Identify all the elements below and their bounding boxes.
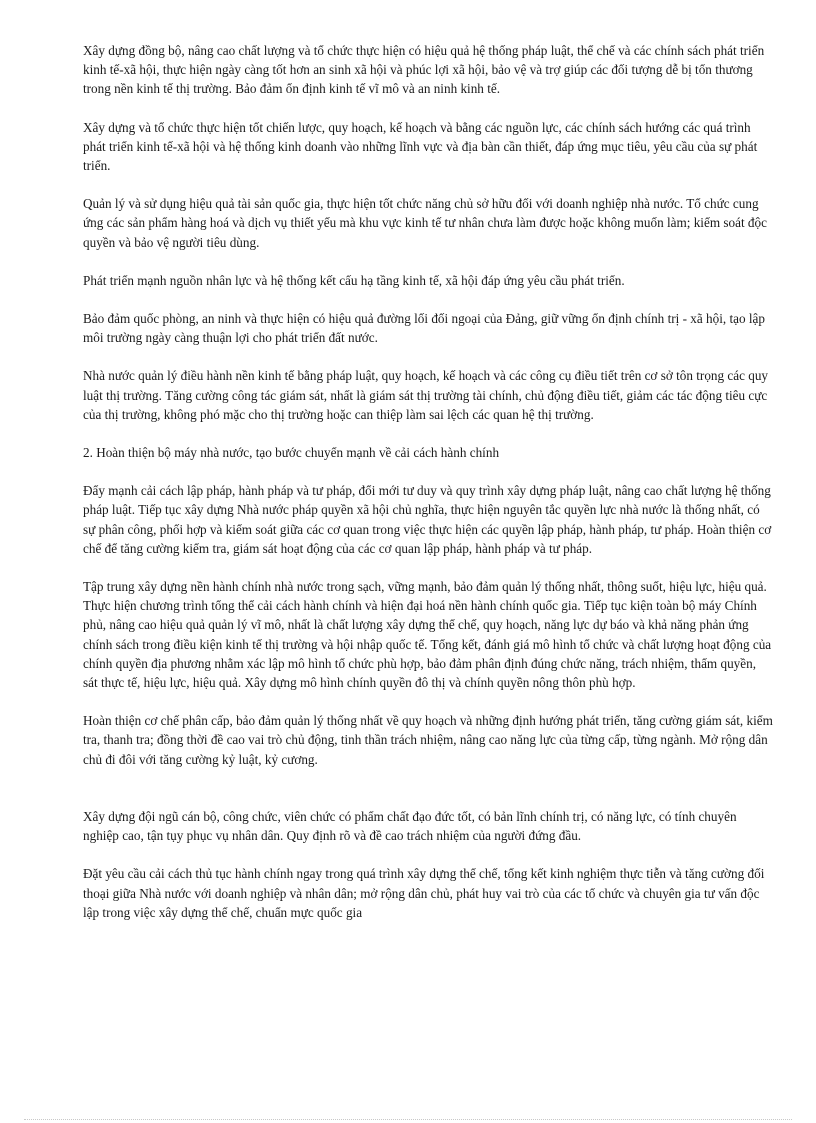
paragraph-1: Xây dựng đồng bộ, nâng cao chất lượng và tổ chức thực hiện có hiệu quả hệ thống pháp luật, thể chế và các chính sách phát triển kinh tế-xã hội, thực hiện ngày càng tốt hơn an sinh xã hội và phúc lợi xã hội, bảo vệ và trợ giúp các đối tượng dễ bị tổn thương trong nền kinh tế thị trường. Bảo đảm ổn định kinh tế vĩ mô và an ninh kinh tế.	[83, 43, 765, 97]
paragraph-3: Quản lý và sử dụng hiệu quả tài sản quốc gia, thực hiện tốt chức năng chủ sở hữu đối với doanh nghiệp nhà nước. Tổ chức cung ứng các sản phẩm hàng hoá và dịch vụ thiết yếu mà khu vực kinh tế tư nhân chưa làm được hoặc không muốn làm; kiểm soát độc quyền và bảo vệ người tiêu dùng.	[83, 196, 767, 250]
paragraph-6: Nhà nước quản lý điều hành nền kinh tế bằng pháp luật, quy hoạch, kế hoạch và các công cụ điều tiết trên cơ sở tôn trọng các quy luật thị trường. Tăng cường công tác giám sát, nhất là giám sát thị trường tài chính, chủ động điều tiết, giảm các tác động tiêu cực của thị trường, không phó mặc cho thị trường hoặc can thiệp làm sai lệch các quan hệ thị trường.	[83, 368, 769, 422]
section-heading: 2. Hoàn thiện bộ máy nhà nước, tạo bước chuyển mạnh về cải cách hành chính	[83, 445, 500, 461]
document-body	[83, 41, 773, 941]
paragraph-2: Xây dựng và tổ chức thực hiện tốt chiến lược, quy hoạch, kế hoạch và bằng các nguồn lực, các chính sách hướng các quá trình phát triển kinh tế-xã hội và hệ thống kinh doanh vào những lĩnh vực và địa bàn cần thiết, đáp ứng mục tiêu, yêu cầu của sự phát triển.	[83, 119, 758, 174]
paragraph-8: Tập trung xây dựng nền hành chính nhà nước trong sạch, vững mạnh, bảo đảm quản lý thống nhất, thông suốt, hiệu lực, hiệu quả. Thực hiện chương trình tổng thể cải cách hành chính và hiện đại hoá nền hành chính quốc gia. Tiếp tục kiện toàn bộ máy Chính phủ, nâng cao hiệu quả quản lý vĩ mô, nhất là chất lượng xây dựng thể chế, quy hoạch, năng lực dự báo và khả năng phản ứng chính sách trong điều kiện kinh tế thị trường và hội nhập quốc tế. Tổng kết, đánh giá mô hình tổ chức và chất lượng hoạt động của chính quyền địa phương nhằm xác lập mô hình tổ chức phù hợp, bảo đảm phân định đúng chức năng, trách nhiệm, thẩm quyền, sát thực tế, hiệu lực, hiệu quả. Xây dựng mô hình chính quyền đô thị và chính quyền nông thôn phù hợp.	[83, 579, 772, 691]
paragraph-7: Đẩy mạnh cải cách lập pháp, hành pháp và tư pháp, đổi mới tư duy và quy trình xây dựng pháp luật, nâng cao chất lượng hệ thống pháp luật. Tiếp tục xây dựng Nhà nước pháp quyền xã hội chủ nghĩa, thực hiện nguyên tắc quyền lực nhà nước là thống nhất, có sự phân công, phối hợp và kiểm soát giữa các cơ quan trong việc thực hiện các quyền lập pháp, hành pháp, tư pháp. Hoàn thiện cơ chế để tăng cường kiểm tra, giám sát hoạt động của các cơ quan lập pháp, hành pháp và tư pháp.	[83, 483, 772, 556]
paragraph-11: Đặt yêu cầu cải cách thủ tục hành chính ngay trong quá trình xây dựng thể chế, tổng kết kinh nghiệm thực tiễn và tăng cường đối thoại giữa Nhà nước với doanh nghiệp và nhân dân; mở rộng dân chủ, phát huy vai trò của các tổ chức và chuyên gia tư vấn độc lập trong việc xây dựng thể chế, chuẩn mực quốc gia	[83, 866, 765, 920]
paragraph-9: Hoàn thiện cơ chế phân cấp, bảo đảm quản lý thống nhất về quy hoạch và những định hướng phát triển, tăng cường giám sát, kiểm tra, thanh tra; đồng thời đề cao vai trò chủ động, tinh thần trách nhiệm, nâng cao năng lực của từng cấp, từng ngành. Mở rộng dân chủ đi đôi với tăng cường kỷ luật, kỷ cương.	[83, 713, 773, 767]
paragraph-4: Phát triển mạnh nguồn nhân lực và hệ thống kết cấu hạ tầng kinh tế, xã hội đáp ứng yêu cầu phát triển.	[83, 272, 625, 288]
paragraph-10: Xây dựng đội ngũ cán bộ, công chức, viên chức có phẩm chất đạo đức tốt, có bản lĩnh chính trị, có năng lực, có tính chuyên nghiệp cao, tận tụy phục vụ nhân dân. Quy định rõ và đề cao trách nhiệm của người đứng đầu.	[83, 808, 737, 844]
paragraph-5: Bảo đảm quốc phòng, an ninh và thực hiện có hiệu quả đường lối đối ngoại của Đảng, giữ vững ổn định chính trị - xã hội, tạo lập môi trường ngày càng thuận lợi cho phát triển đất nước.	[83, 311, 765, 346]
page-bottom-edge	[24, 1119, 792, 1120]
